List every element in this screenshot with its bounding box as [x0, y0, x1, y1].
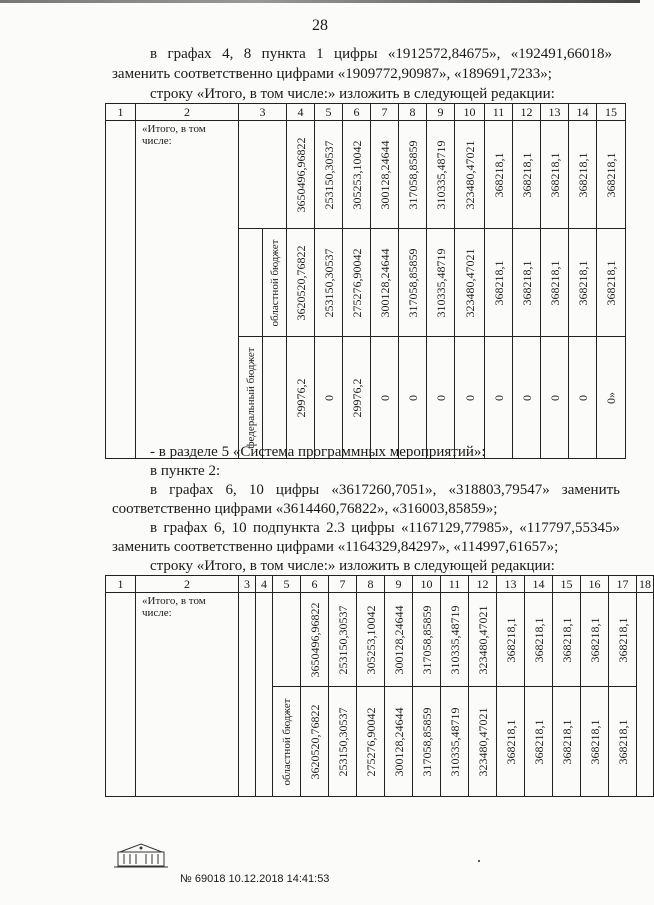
table-cell: 29976,2	[287, 337, 315, 459]
table-cell: 368218,1	[485, 121, 513, 229]
table-cell: 0	[399, 337, 427, 459]
itogo-table-2	[105, 575, 654, 797]
row-label: «Итого, в том числе:	[136, 121, 239, 459]
table-cell: 368218,1	[525, 593, 553, 687]
page-number: 28	[312, 17, 328, 34]
table-cell: 253150,30537	[329, 687, 357, 797]
col-header: 12	[469, 576, 497, 593]
col-header: 12	[513, 104, 541, 121]
table-cell: 0	[513, 337, 541, 459]
table-cell: 368218,1	[497, 687, 525, 797]
col-header: 8	[399, 104, 427, 121]
col-header: 5	[273, 576, 301, 593]
table-cell: 368218,1	[609, 687, 637, 797]
table-cell: 3620520,76822	[301, 687, 329, 797]
paragraph-line: - в разделе 5 «Система программных мероприятий»:	[150, 444, 486, 460]
col-header: 15	[553, 576, 581, 593]
table-cell: 368218,1	[597, 229, 626, 337]
paragraph-line: в графах 6, 10 подпункта 2.3 цифры «1167129,77985», «117797,55345»	[150, 520, 620, 536]
table-cell: 368218,1	[569, 121, 597, 229]
budget-label: федеральный бюджет	[239, 337, 263, 459]
table-cell: 305253,10042	[343, 121, 371, 229]
table-cell: 368218,1	[525, 687, 553, 797]
table-cell: 368218,1	[553, 593, 581, 687]
table-cell: 3620520,76822	[287, 229, 315, 337]
paragraph-line: соответственно цифрами «3614460,76822», «316003,85859»;	[112, 501, 498, 517]
budget-label: областной бюджет	[273, 687, 301, 797]
table-cell: 0	[315, 337, 343, 459]
col-header: 7	[371, 104, 399, 121]
table-row-total	[106, 121, 626, 229]
table-header-row	[106, 104, 626, 121]
col-header: 16	[581, 576, 609, 593]
table-cell: 368218,1	[541, 229, 569, 337]
table-cell: 0	[371, 337, 399, 459]
table-cell: 29976,2	[343, 337, 371, 459]
col-header: 1	[106, 576, 136, 593]
table-cell: 253150,30537	[315, 229, 343, 337]
paragraph-line: в графах 4, 8 пункта 1 цифры «1912572,84675», «192491,66018»	[150, 46, 612, 62]
table-cell: 300128,24644	[371, 121, 399, 229]
table-cell: 253150,30537	[329, 593, 357, 687]
paragraph-line: в пункте 2:	[150, 463, 221, 479]
col-header: 11	[441, 576, 469, 593]
col-header: 3	[239, 576, 256, 593]
col-header: 10	[413, 576, 441, 593]
table-cell: 368218,1	[597, 121, 626, 229]
seal-stamp-icon	[110, 840, 172, 870]
col-header: 13	[541, 104, 569, 121]
table-cell: 0	[455, 337, 485, 459]
table-cell: 3650496,96822	[287, 121, 315, 229]
col-header: 2	[136, 104, 239, 121]
col-header: 18	[637, 576, 654, 593]
paragraph-line: заменить соответственно цифрами «1164329,84297», «114997,61657»;	[112, 539, 559, 555]
col-header: 17	[609, 576, 637, 593]
col-header: 6	[343, 104, 371, 121]
col-header: 9	[427, 104, 455, 121]
table-cell: 0	[541, 337, 569, 459]
paragraph-line: заменить соответственно цифрами «1909772,90987», «189691,7233»;	[112, 66, 552, 82]
table-header-row	[106, 576, 654, 593]
col-header: 10	[455, 104, 485, 121]
table-cell: 0	[485, 337, 513, 459]
table-cell: 253150,30537	[315, 121, 343, 229]
paragraph-line: строку «Итого, в том числе:» изложить в следующей редакции:	[150, 558, 555, 574]
table-cell: 323480,47021	[469, 593, 497, 687]
table-cell: 368218,1	[581, 593, 609, 687]
paragraph-line: строку «Итого, в том числе:» изложить в следующей редакции:	[150, 86, 555, 102]
table-row-total	[106, 593, 654, 687]
col-header: 14	[525, 576, 553, 593]
col-header: 9	[385, 576, 413, 593]
table-cell: 275276,90042	[343, 229, 371, 337]
table-cell: 310335,48719	[427, 229, 455, 337]
table-cell: 317058,85859	[413, 687, 441, 797]
col-header: 3	[239, 104, 287, 121]
col-header: 11	[485, 104, 513, 121]
table-cell: 317058,85859	[413, 593, 441, 687]
table-cell: 323480,47021	[455, 121, 485, 229]
table-cell: 368218,1	[581, 687, 609, 797]
table-cell: 323480,47021	[455, 229, 485, 337]
col-header: 2	[136, 576, 239, 593]
table-cell: 368218,1	[609, 593, 637, 687]
table-cell: 0	[569, 337, 597, 459]
table-cell: 300128,24644	[385, 593, 413, 687]
table-cell: 0»	[597, 337, 626, 459]
col-header: 8	[357, 576, 385, 593]
table-cell: 300128,24644	[385, 687, 413, 797]
table-cell: 368218,1	[485, 229, 513, 337]
col-header: 4	[287, 104, 315, 121]
table-cell: 275276,90042	[357, 687, 385, 797]
col-header: 14	[569, 104, 597, 121]
col-header: 15	[597, 104, 626, 121]
table-cell: 0	[427, 337, 455, 459]
col-header: 5	[315, 104, 343, 121]
table-cell: 368218,1	[553, 687, 581, 797]
col-header: 7	[329, 576, 357, 593]
col-header: 13	[497, 576, 525, 593]
table-cell: 368218,1	[541, 121, 569, 229]
table-cell: 368218,1	[513, 121, 541, 229]
paragraph-line: в графах 6, 10 цифры «3617260,7051», «318803,79547» заменить	[150, 482, 620, 498]
row-label: «Итого, в том числе:	[136, 593, 239, 797]
table-cell: 368218,1	[497, 593, 525, 687]
table-cell: 310335,48719	[441, 593, 469, 687]
scan-speck	[478, 860, 480, 862]
scan-edge	[0, 0, 640, 3]
col-header: 1	[106, 104, 136, 121]
col-header: 6	[301, 576, 329, 593]
table-cell: 305253,10042	[357, 593, 385, 687]
itogo-table-1	[105, 103, 626, 459]
table-cell: 368218,1	[513, 229, 541, 337]
table-cell: 310335,48719	[441, 687, 469, 797]
table-cell: 310335,48719	[427, 121, 455, 229]
table-cell: 323480,47021	[469, 687, 497, 797]
budget-label: областной бюджет	[263, 229, 287, 337]
table-cell: 368218,1	[569, 229, 597, 337]
table-cell: 317058,85859	[399, 121, 427, 229]
table-cell: 300128,24644	[371, 229, 399, 337]
table-cell: 317058,85859	[399, 229, 427, 337]
col-header: 4	[256, 576, 273, 593]
table-cell: 3650496,96822	[301, 593, 329, 687]
document-registration-id: № 69018 10.12.2018 14:41:53	[180, 873, 330, 885]
